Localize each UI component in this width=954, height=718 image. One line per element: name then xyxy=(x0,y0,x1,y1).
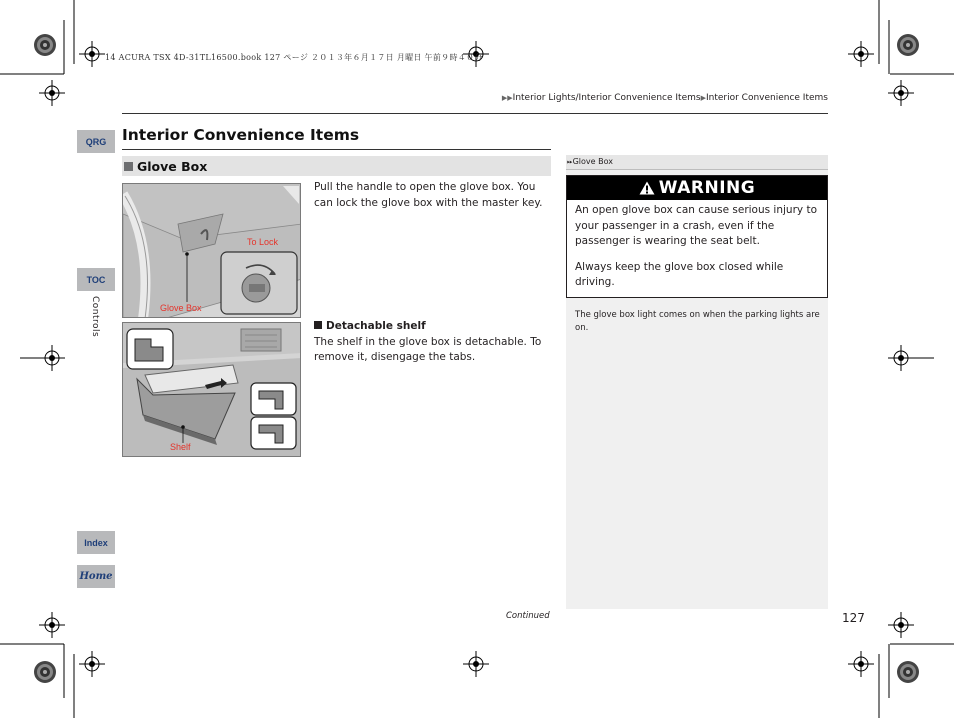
breadcrumb-arrow-icon: ▶▶ xyxy=(501,94,513,102)
subsection-square-icon xyxy=(314,321,322,329)
index-tab[interactable]: Index xyxy=(77,531,115,554)
qrg-tab[interactable]: QRG xyxy=(77,130,115,153)
warning-text-1: An open glove box can cause serious injury to your passenger in a crash, even if the passenger is wearing the seat belt. xyxy=(575,204,817,247)
shelf-drawing xyxy=(123,323,301,457)
glove-box-label: Glove Box xyxy=(160,303,202,313)
header-rule xyxy=(122,113,828,114)
subsection-paragraph: The shelf in the glove box is detachable. To remove it, disengage the tabs. xyxy=(314,335,542,363)
breadcrumb-arrow-icon: ▶ xyxy=(700,94,706,102)
warning-box xyxy=(566,175,828,298)
sidebar-panel xyxy=(566,155,828,609)
print-header: 14 ACURA TSX 4D-31TL16500.book 127 ページ ２０１３年６月１７日 月曜日 午前９時４０分 xyxy=(105,53,483,62)
detachable-shelf-block xyxy=(314,319,551,366)
home-tab[interactable]: Home xyxy=(77,565,115,588)
subsection-heading xyxy=(314,319,551,335)
breadcrumb-link-convenience[interactable]: Interior Convenience Items xyxy=(705,93,828,103)
chapter-label: Controls xyxy=(90,296,100,338)
section-square-icon xyxy=(124,162,133,171)
reference-arrow-icon: ⏩︎ xyxy=(567,158,573,166)
section-title: Glove Box xyxy=(137,158,208,174)
warning-triangle-icon xyxy=(639,181,655,195)
glove-box-illustration xyxy=(122,183,301,318)
intro-paragraph: Pull the handle to open the glove box. You can lock the glove box with the master key. xyxy=(314,181,543,209)
sidebar-reference xyxy=(566,155,828,170)
breadcrumb xyxy=(502,93,828,103)
to-lock-label: To Lock xyxy=(247,237,279,247)
continued-label: Continued xyxy=(506,611,550,621)
warning-text-2: Always keep the glove box closed while driving. xyxy=(575,260,784,288)
shelf-label: Shelf xyxy=(170,442,191,452)
warning-header xyxy=(567,176,827,200)
toc-tab[interactable]: TOC xyxy=(77,268,115,291)
glove-box-drawing xyxy=(123,184,301,318)
warning-title: WARNING xyxy=(658,178,756,198)
page-number: 127 xyxy=(842,611,865,625)
title-rule xyxy=(122,149,551,150)
shelf-illustration xyxy=(122,322,301,457)
page-title: Interior Convenience Items xyxy=(122,126,360,144)
section-heading xyxy=(122,156,551,176)
sidebar-note: The glove box light comes on when the parking lights are on. xyxy=(575,310,820,333)
subsection-title: Detachable shelf xyxy=(326,320,426,332)
sidebar-ref-title: Glove Box xyxy=(572,157,613,166)
breadcrumb-link-lights[interactable]: Interior Lights/Interior Convenience Items xyxy=(512,93,701,103)
